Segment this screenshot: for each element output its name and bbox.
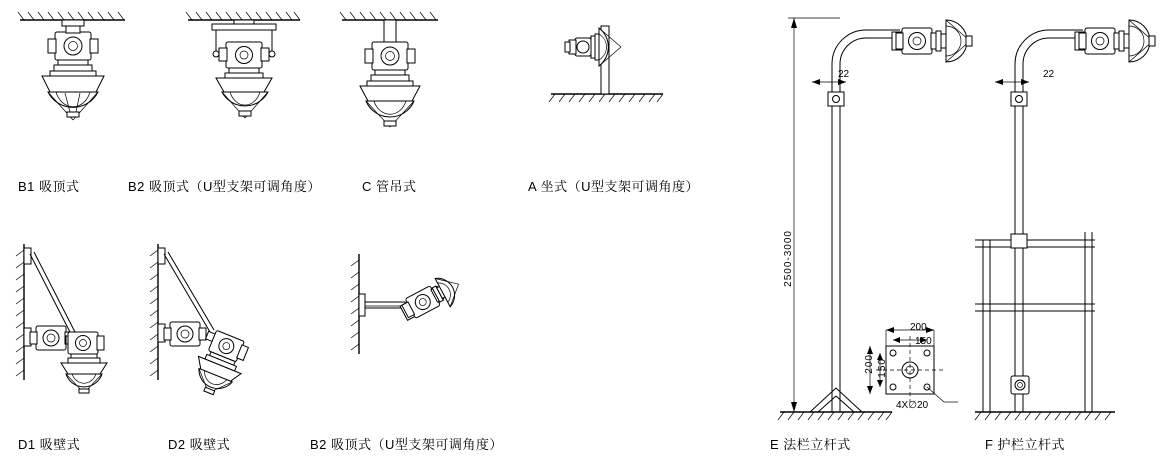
caption-d1: D1 吸壁式 [18,437,81,452]
figure-c [330,8,450,158]
figure-a [545,8,675,118]
figure-d2-svg [140,240,280,410]
figure-b2b [345,250,485,370]
figure-c-svg [330,8,450,158]
caption-d2: D2 吸壁式 [168,437,231,452]
figure-d2 [140,240,280,410]
figure-b2b-svg [345,250,485,370]
figure-b1-svg [10,8,140,158]
dim-base-height: 200 [864,354,875,374]
caption-e: E 法栏立杆式 [770,437,851,452]
dim-base-bolt-span: 150 [915,336,932,347]
dim-offset-left: 22 [838,69,850,80]
dim-base-bolt-height: 150 [877,358,888,378]
dim-offset-right: 22 [1043,69,1055,80]
caption-f: F 护栏立杆式 [985,437,1066,452]
figure-a-svg [545,8,675,118]
dim-bolt-spec: 4X∅20 [896,400,929,411]
figure-d1-svg [10,240,140,410]
caption-b1: B1 吸顶式 [18,179,80,194]
figure-d1 [10,240,140,410]
caption-b2a: B2 吸顶式（U型支架可调角度） [128,179,321,194]
figure-b2a [180,8,320,158]
figure-f [975,4,1160,424]
figure-b2a-svg [180,8,320,158]
caption-c: C 管吊式 [362,179,417,194]
caption-a: A 坐式（U型支架可调角度） [528,179,699,194]
figure-b1 [10,8,140,158]
caption-b2b: B2 吸顶式（U型支架可调角度） [310,437,503,452]
figure-f-svg [975,4,1160,424]
dim-base-width: 200 [910,322,927,333]
dim-pole-height: 2500-3000 [783,230,794,287]
